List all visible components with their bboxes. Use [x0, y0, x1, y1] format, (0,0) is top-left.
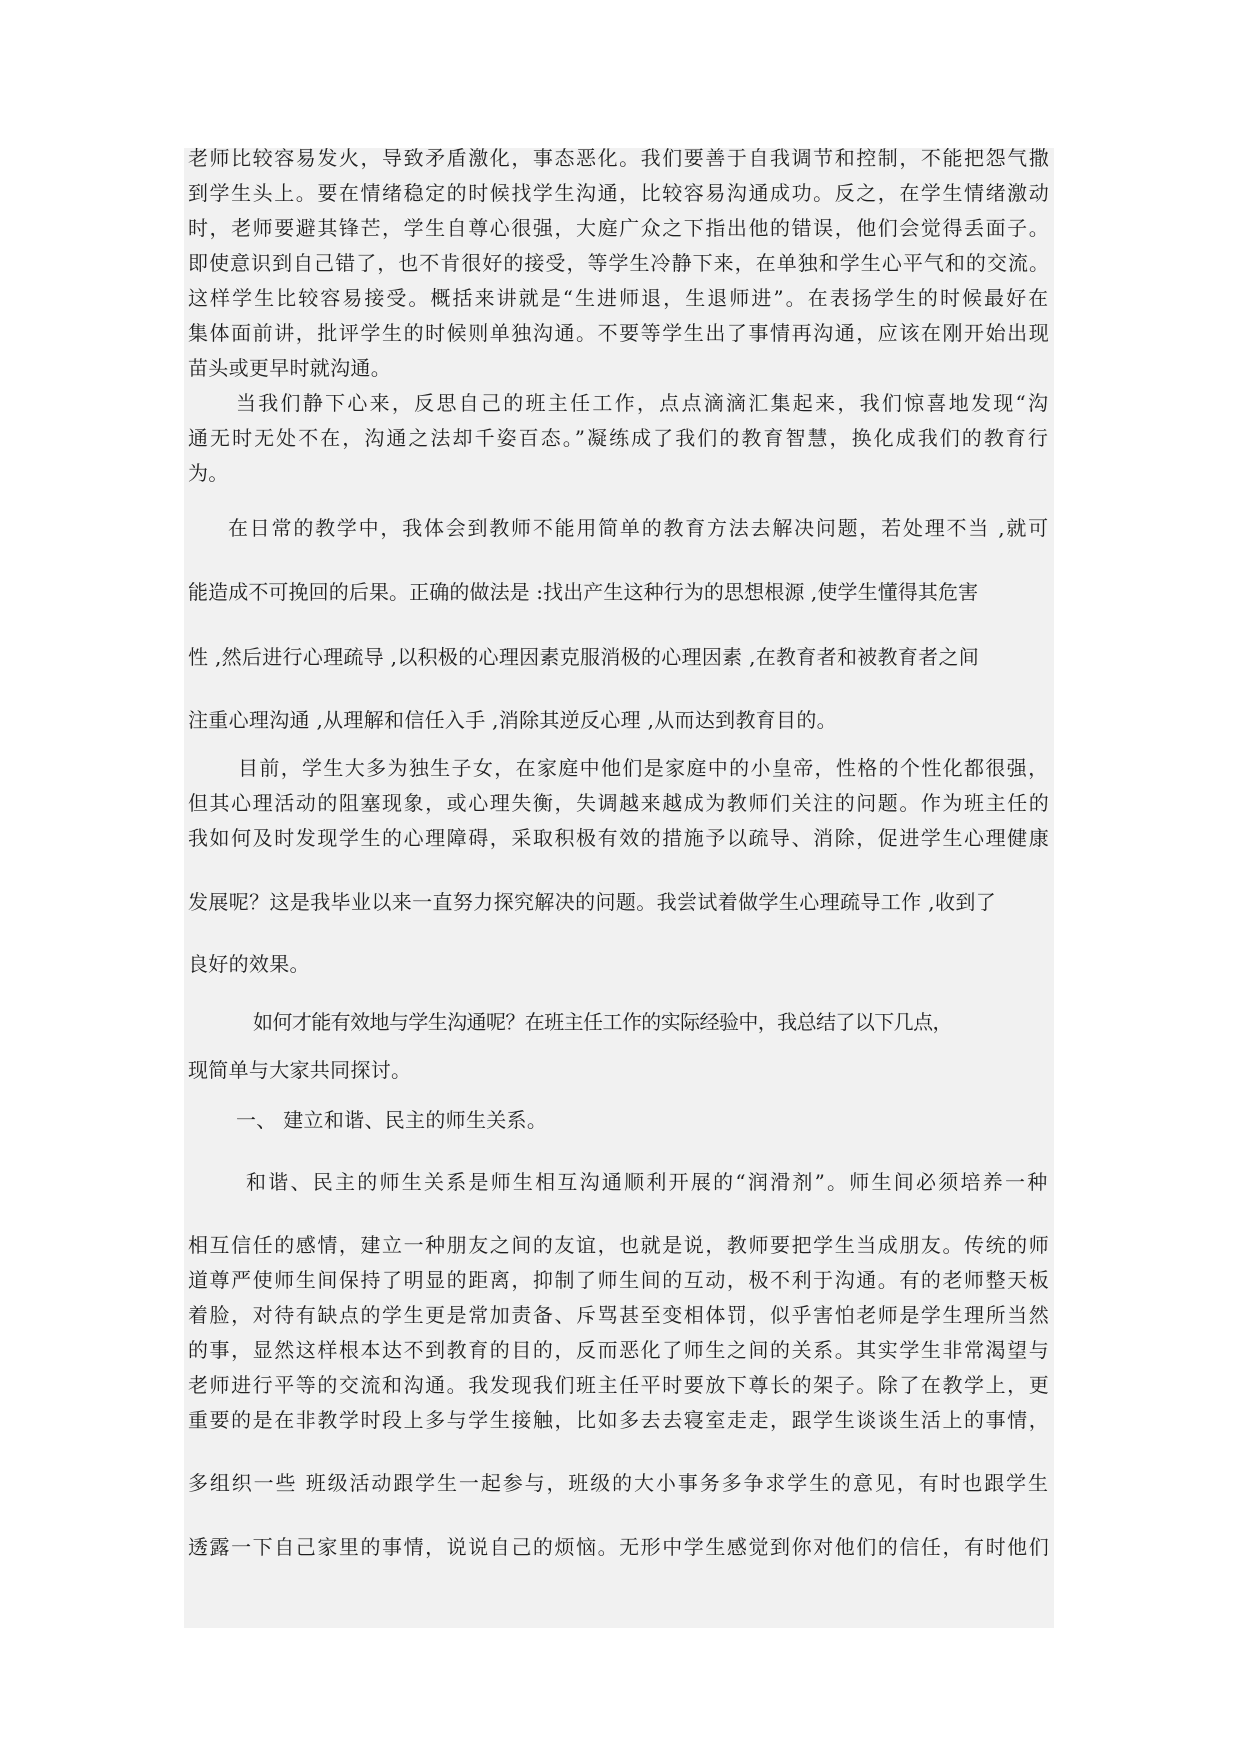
text-line: 老师进行平等的交流和沟通。我发现我们班主任平时要放下尊长的架子。除了在教学上，更 [188, 1373, 1051, 1397]
text-line: 透露一下自己家里的事情，说说自己的烦恼。无形中学生感觉到你对他们的信任，有时他们 [188, 1535, 1051, 1559]
text-line: 集体面前讲，批评学生的时候则单独沟通。不要等学生出了事情再沟通，应该在刚开始出现 [188, 321, 1051, 345]
text-line: 现简单与大家共同探讨。 [188, 1058, 412, 1082]
text-line: 但其心理活动的阻塞现象，或心理失衡，失调越来越成为教师们关注的问题。作为班主任的 [188, 791, 1051, 815]
text-line: 的事，显然这样根本达不到教育的目的，反而恶化了师生之间的关系。其实学生非常渴望与 [188, 1338, 1051, 1362]
text-line: 到学生头上。要在情绪稳定的时候找学生沟通，比较容易沟通成功。反之，在学生情绪激动 [188, 181, 1051, 205]
text-line: 良好的效果。 [188, 952, 310, 976]
text-line: 注重心理沟通 ,从理解和信任入手 ,消除其逆反心理 ,从而达到教育目的。 [188, 708, 837, 732]
text-line: 当我们静下心来，反思自己的班主任工作，点点滴滴汇集起来，我们惊喜地发现“沟 [236, 391, 1051, 415]
text-line: 相互信任的感情，建立一种朋友之间的友谊，也就是说，教师要把学生当成朋友。传统的师 [188, 1233, 1051, 1257]
text-line: 如何才能有效地与学生沟通呢？在班主任工作的实际经验中，我总结了以下几点， [253, 1010, 952, 1034]
text-line: 和谐、民主的师生关系是师生相互沟通顺利开展的“润滑剂”。师生间必须培养一种 [246, 1170, 1050, 1194]
text-line: 即使意识到自己错了，也不肯很好的接受，等学生冷静下来，在单独和学生心平气和的交流。 [188, 251, 1051, 275]
text-line: 性 ,然后进行心理疏导 ,以积极的心理因素克服消极的心理因素 ,在教育者和被教育者之间 [188, 645, 980, 669]
text-line: 着脸，对待有缺点的学生更是常加责备、斥骂甚至变相体罚，似乎害怕老师是学生理所当然 [188, 1303, 1051, 1327]
text-line: 重要的是在非教学时段上多与学生接触，比如多去去寝室走走，跟学生谈谈生活上的事情， [188, 1408, 1051, 1432]
text-line: 苗头或更早时就沟通。 [188, 356, 391, 380]
text-line: 在日常的教学中，我体会到教师不能用简单的教育方法去解决问题，若处理不当 ,就可 [228, 516, 1050, 540]
text-line: 能造成不可挽回的后果。正确的做法是 :找出产生这种行为的思想根源 ,使学生懂得其危害 [188, 580, 979, 604]
text-line: 道尊严使师生间保持了明显的距离，抑制了师生间的互动，极不利于沟通。有的老师整天板 [188, 1268, 1051, 1292]
text-line: 目前，学生大多为独生子女，在家庭中他们是家庭中的小皇帝，性格的个性化都很强， [238, 756, 1050, 780]
text-line: 时，老师要避其锋芒，学生自尊心很强，大庭广众之下指出他的错误，他们会觉得丢面子。 [188, 216, 1051, 240]
text-line: 通无时无处不在，沟通之法却千姿百态。”凝练成了我们的教育智慧，换化成我们的教育行 [188, 426, 1050, 450]
text-line: 多组织一些 班级活动跟学生一起参与，班级的大小事务多争求学生的意见，有时也跟学生 [188, 1471, 1050, 1495]
text-line: 这样学生比较容易接受。概括来讲就是“生进师退，生退师进”。在表扬学生的时候最好在 [188, 286, 1051, 310]
text-line: 一、 建立和谐、民主的师生关系。 [236, 1108, 548, 1132]
text-line: 发展呢？这是我毕业以来一直努力探究解决的问题。我尝试着做学生心理疏导工作 ,收到了 [188, 890, 997, 914]
text-line: 老师比较容易发火，导致矛盾激化，事态恶化。我们要善于自我调节和控制，不能把怨气撒 [188, 146, 1051, 170]
text-line: 为。 [188, 461, 229, 485]
text-line: 我如何及时发现学生的心理障碍，采取积极有效的措施予以疏导、消除，促进学生心理健康 [188, 826, 1051, 850]
